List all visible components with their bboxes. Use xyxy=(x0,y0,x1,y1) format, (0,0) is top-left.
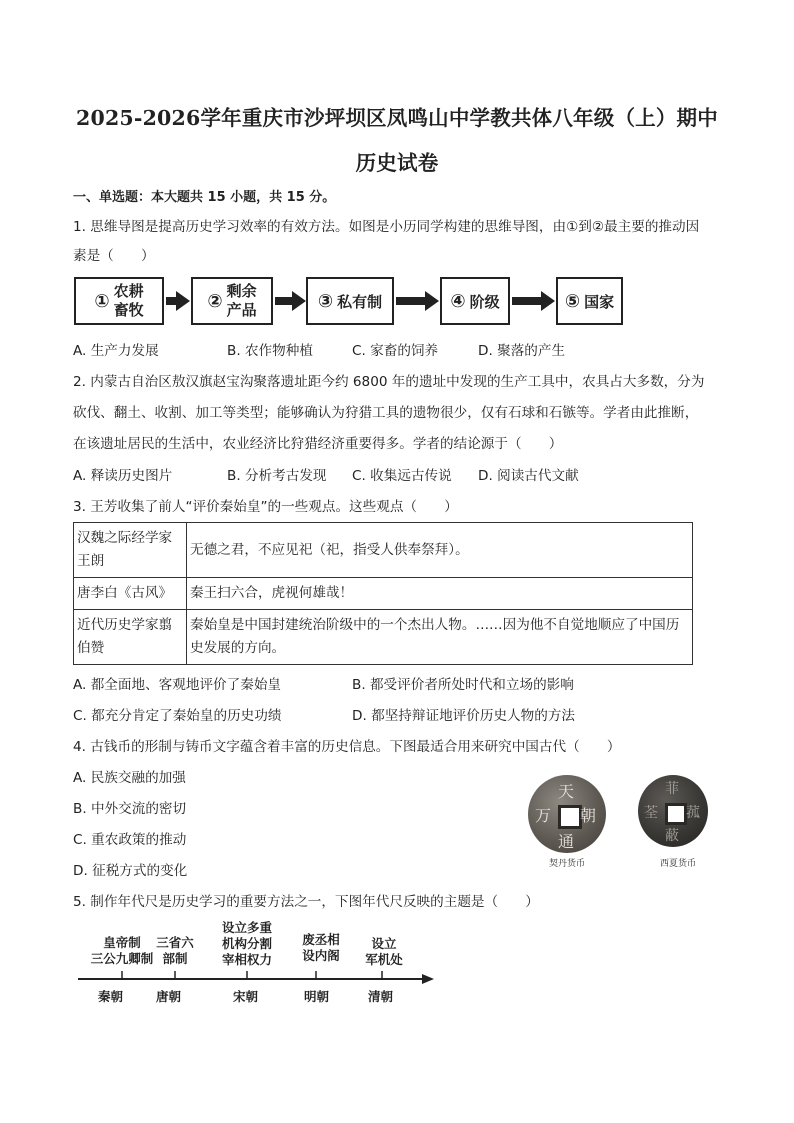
flow-box-text: 产品 xyxy=(226,301,257,319)
timeline-event-tang: 三省六 部制 xyxy=(156,935,194,966)
flow-box-text: 私有制 xyxy=(337,292,383,311)
table-cell-view: 无德之君，不应见祀（祀，指受人供奉祭拜）。 xyxy=(187,523,693,578)
timeline-era-label: 唐朝 xyxy=(156,989,182,1004)
q5-stem-line1: 5. 制作年代尺是历史学习的重要方法之一，下图年代尺反映的主题是（ ） xyxy=(73,894,539,910)
flow-box-3 xyxy=(306,277,394,325)
table-row xyxy=(74,578,693,610)
q2-stem-line3: 在该遗址居民的生活中，农业经济比狩猎经济重要得多。学者的结论源于（ ） xyxy=(73,436,563,452)
flow-arrow-icon xyxy=(166,294,190,308)
q3-opinion-table xyxy=(73,522,693,665)
flow-box-number: ③ xyxy=(317,290,334,312)
q1-option-d[interactable]: D. 聚落的产生 xyxy=(478,343,566,359)
q1-option-a[interactable]: A. 生产力发展 xyxy=(73,343,159,359)
table-cell-source: 唐李白《古风》 xyxy=(74,578,187,610)
q2-option-c[interactable]: C. 收集远古传说 xyxy=(352,468,452,484)
flow-box-4 xyxy=(440,277,510,325)
western-xia-coin-image: 菲 菰 蔽 荃 xyxy=(638,775,708,847)
timeline-event-qing: 设立 军机处 xyxy=(365,936,403,967)
table-row xyxy=(74,610,693,665)
q4-option-b[interactable]: B. 中外交流的密切 xyxy=(73,801,187,817)
q1-stem-line2: 素是（ ） xyxy=(73,248,155,264)
flow-arrow-icon xyxy=(512,294,555,308)
coin-caption: 契丹货币 xyxy=(549,859,586,869)
khitan-coin-image: 天 朝 通 万 xyxy=(528,775,606,853)
flow-box-2 xyxy=(191,277,273,325)
exam-subtitle: 历史试卷 xyxy=(355,151,439,175)
q1-option-b[interactable]: B. 农作物种植 xyxy=(227,343,313,359)
q2-option-d[interactable]: D. 阅读古代文献 xyxy=(478,468,579,484)
timeline-era-label: 明朝 xyxy=(304,989,330,1004)
q3-option-d[interactable]: D. 都坚持辩证地评价历史人物的方法 xyxy=(352,708,576,724)
timeline-era-label: 秦朝 xyxy=(98,989,124,1004)
q3-stem-line1: 3. 王芳收集了前人“评价秦始皇”的一些观点。这些观点（ ） xyxy=(73,499,458,515)
flow-box-number: ⑤ xyxy=(564,290,581,312)
q1-option-c[interactable]: C. 家畜的饲养 xyxy=(352,343,439,359)
q4-option-a[interactable]: A. 民族交融的加强 xyxy=(73,770,186,786)
coin-caption: 西夏货币 xyxy=(660,859,697,869)
q4-option-c[interactable]: C. 重农政策的推动 xyxy=(73,832,187,848)
flow-box-5 xyxy=(556,277,623,325)
q4-stem-line1: 4. 古钱币的形制与铸币文字蕴含着丰富的历史信息。下图最适合用来研究中国古代（ ） xyxy=(73,739,621,755)
timeline-era-label: 清朝 xyxy=(368,989,394,1004)
flow-box-text: 阶级 xyxy=(469,292,500,311)
q2-stem-line1: 2. 内蒙古自治区敖汉旗赵宝沟聚落遗址距今约 6800 年的遗址中发现的生产工具中，农具占大多数，分为 xyxy=(73,374,705,390)
q2-stem-line2: 砍伐、翻土、收割、加工等类型；能够确认为狩猎工具的遗物很少，仅有石球和石镞等。学者由此推断， xyxy=(73,405,699,421)
q4-option-d[interactable]: D. 征税方式的变化 xyxy=(73,863,188,879)
flow-box-text: 农耕 xyxy=(113,282,144,300)
flow-box-number: ④ xyxy=(450,290,466,312)
flow-box-text: 国家 xyxy=(584,292,615,311)
q2-option-b[interactable]: B. 分析考古发现 xyxy=(227,468,327,484)
timeline-event-song: 设立多重 机构分割 宰相权力 xyxy=(221,920,272,967)
section-heading: 一、单选题：本大题共 15 小题，共 15 分。 xyxy=(73,190,336,205)
flow-arrow-icon xyxy=(396,294,439,308)
flow-box-1 xyxy=(74,277,164,325)
flow-box-text: 畜牧 xyxy=(113,301,144,319)
q1-stem-line1: 1. 思维导图是提高历史学习效率的有效方法。如图是小历同学构建的思维导图，由①到②最主要的推动因 xyxy=(73,219,700,235)
flow-box-text: 剩余 xyxy=(226,282,257,300)
table-cell-view: 秦王扫六合，虎视何雄哉！ xyxy=(187,578,693,610)
table-cell-source: 近代历史学家翦 伯赞 xyxy=(74,610,187,665)
timeline-era-label: 宋朝 xyxy=(233,989,259,1004)
q3-option-b[interactable]: B. 都受评价者所处时代和立场的影响 xyxy=(352,677,574,693)
flow-box-number: ① xyxy=(94,290,110,312)
timeline-event-qin: 皇帝制 三公九卿制 xyxy=(90,935,154,966)
table-row xyxy=(74,523,693,578)
timeline-event-ming: 废丞相 设内阁 xyxy=(302,932,340,963)
q3-option-a[interactable]: A. 都全面地、客观地评价了秦始皇 xyxy=(73,677,282,693)
exam-title: 2025-2026学年重庆市沙坪坝区凤鸣山中学教共体八年级（上）期中 xyxy=(76,106,718,130)
q2-option-a[interactable]: A. 释读历史图片 xyxy=(73,468,173,484)
flow-arrow-icon xyxy=(275,294,306,308)
flow-box-number: ② xyxy=(207,290,223,312)
table-cell-source: 汉魏之际经学家 王朗 xyxy=(74,523,187,578)
table-cell-view: 秦始皇是中国封建统治阶级中的一个杰出人物。……因为他不自觉地顺应了中国历 史发展的方向。 xyxy=(187,610,693,665)
q3-option-c[interactable]: C. 都充分肯定了秦始皇的历史功绩 xyxy=(73,708,282,724)
